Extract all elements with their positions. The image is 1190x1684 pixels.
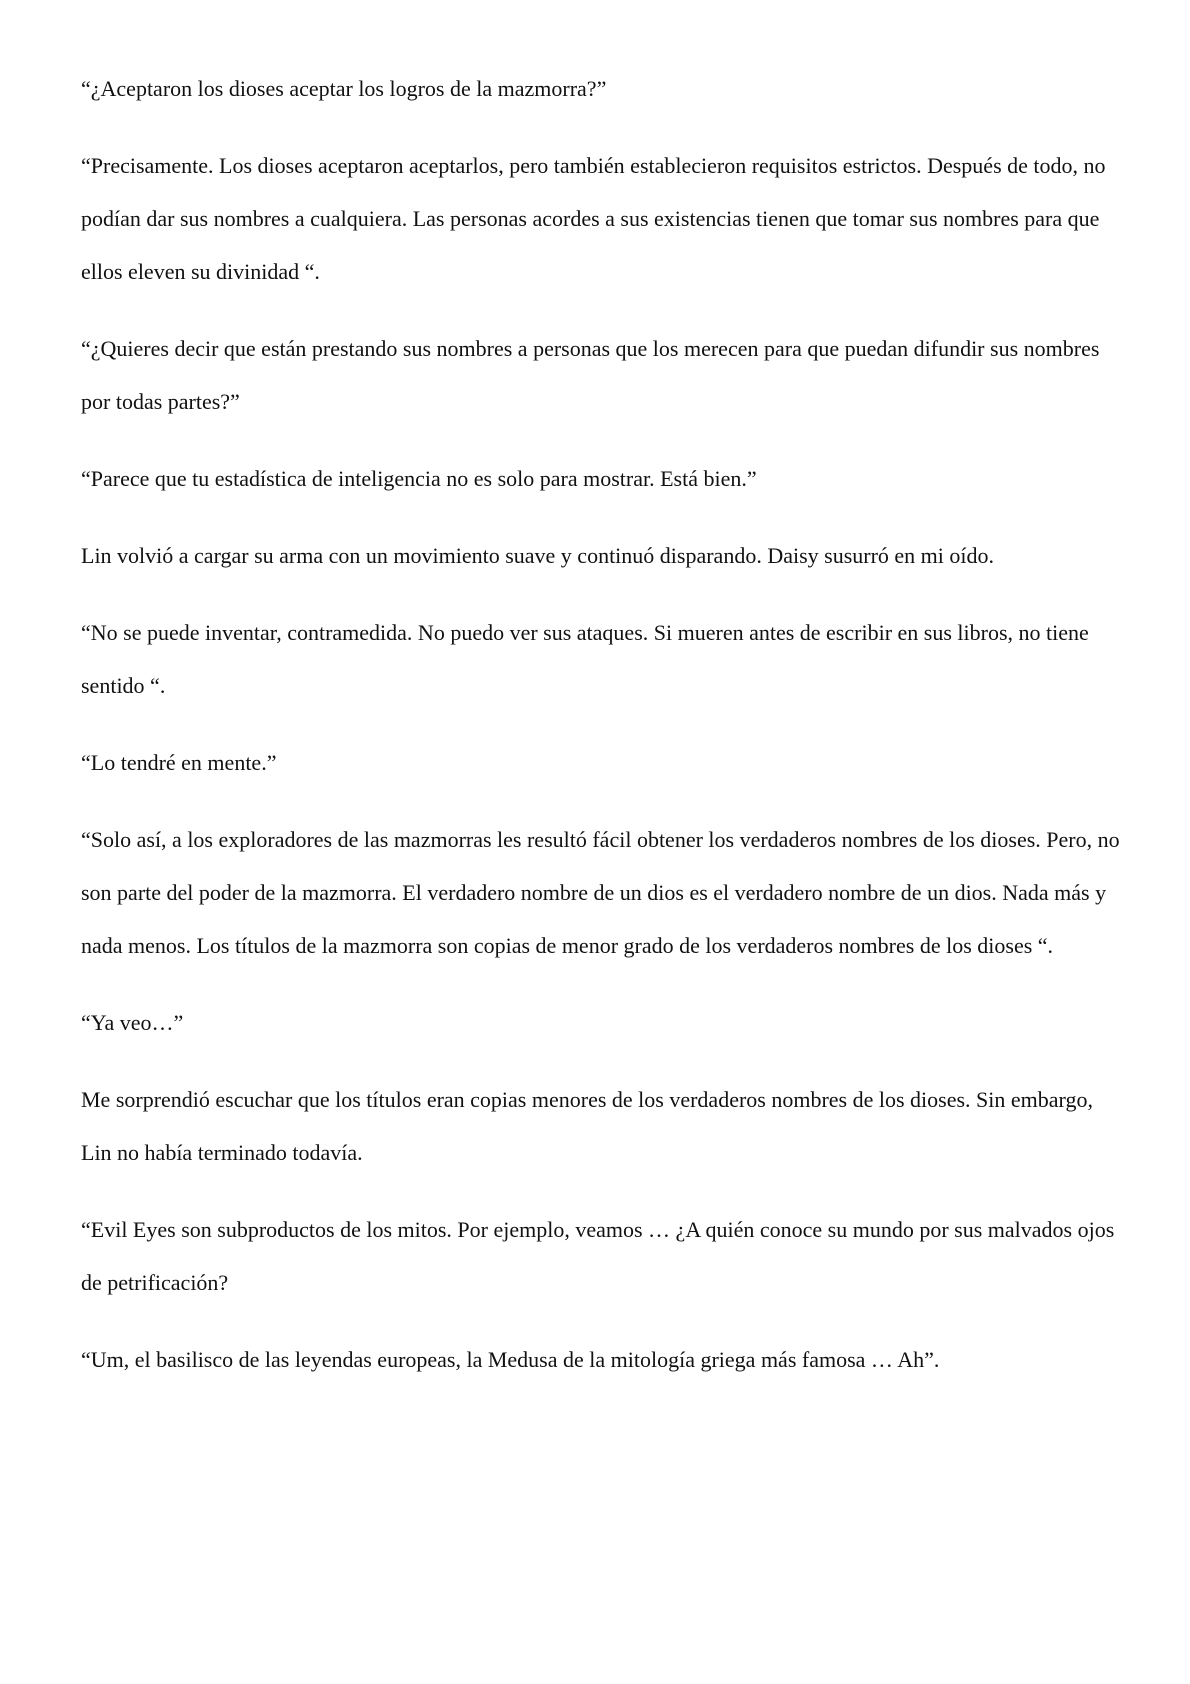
paragraph-9: “Ya veo…” (81, 1010, 184, 1035)
paragraph-2: “Precisamente. Los dioses aceptaron aceptarlos, pero también establecieron requisitos estrictos. Después de todo, no podían dar sus nombres a cualquiera. Las personas acordes a sus existencias tienen que tomar sus nombres para que ellos eleven su divinidad “. (81, 153, 1106, 284)
paragraph-7: “Lo tendré en mente.” (81, 750, 277, 775)
paragraph-1: “¿Aceptaron los dioses aceptar los logros de la mazmorra?” (81, 76, 607, 101)
paragraph-10: Me sorprendió escuchar que los títulos eran copias menores de los verdaderos nombres de los dioses. Sin embargo, Lin no había terminado todavía. (81, 1087, 1093, 1165)
paragraph-8: “Solo así, a los exploradores de las mazmorras les resultó fácil obtener los verdaderos nombres de los dioses. Pero, no son parte del poder de la mazmorra. El verdadero nombre de un dios es el verdadero nombre de un dios. Nada más y nada menos. Los títulos de la mazmorra son copias de menor grado de los verdaderos nombres de los dioses “. (81, 827, 1120, 958)
document-page (81, 62, 1121, 1410)
paragraph-6: “No se puede inventar, contramedida. No puedo ver sus ataques. Si mueren antes de escribir en sus libros, no tiene sentido “. (81, 620, 1089, 698)
paragraph-11: “Evil Eyes son subproductos de los mitos. Por ejemplo, veamos … ¿A quién conoce su mundo por sus malvados ojos de petrificación? (81, 1217, 1115, 1295)
paragraph-3: “¿Quieres decir que están prestando sus nombres a personas que los merecen para que puedan difundir sus nombres por todas partes?” (81, 336, 1100, 414)
paragraph-5: Lin volvió a cargar su arma con un movimiento suave y continuó disparando. Daisy susurró en mi oído. (81, 543, 995, 568)
paragraph-4: “Parece que tu estadística de inteligencia no es solo para mostrar. Está bien.” (81, 466, 757, 491)
paragraph-12: “Um, el basilisco de las leyendas europeas, la Medusa de la mitología griega más famosa … Ah”. (81, 1347, 940, 1372)
